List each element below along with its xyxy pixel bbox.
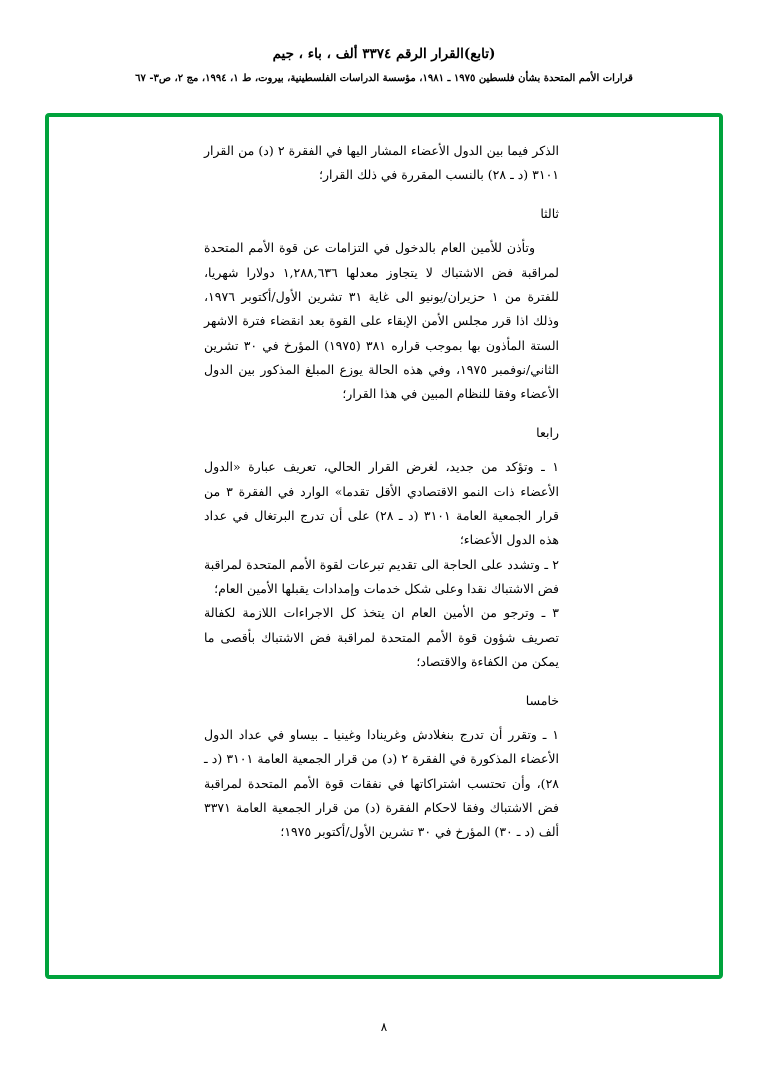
document-body <box>204 139 559 845</box>
content-frame <box>45 113 723 979</box>
section-four-item-2: ٢ ـ وتشدد على الحاجة الى تقديم تبرعات لقوة الأمم المتحدة لمراقبة فض الاشتباك نقدا وعلى شكل خدمات وإمدادات يقبلها الأمين العام؛ <box>204 556 559 596</box>
page-title: (تابع)القرار الرقم ٣٣٧٤ ألف ، باء ، جيم <box>272 46 496 62</box>
section-four-item-3: ٣ ـ وترجو من الأمين العام ان يتخذ كل الاجراءات اللازمة لكفالة تصريف شؤون قوة الأمم المتحدة لمراقبة فض الاشتباك بأقصى ما يمكن من الكفاءة والاقتصاد؛ <box>204 605 559 670</box>
section-four-item-1: ١ ـ وتؤكد من جديد، لغرض القرار الحالي، تعريف عبارة «الدول الأعضاء ذات النمو الاقتصادي الأقل تقدما» الوارد في الفقرة ٣ من قرار الجمعية العامة ٣١٠١ (د ـ ٢٨) على أن تدرج البرتغال في عداد هذه الدول الأعضاء؛ <box>204 459 559 548</box>
page-header <box>0 0 768 86</box>
page-number: ٨ <box>380 1020 388 1034</box>
page-subtitle: قرارات الأمم المتحدة بشأن فلسطين ١٩٧٥ ـ ١٩٨١، مؤسسة الدراسات الفلسطينية، بيروت، ط ١، ١٩٩٤، مج ٢، ص٣- ٦٧ <box>135 73 633 85</box>
continued-paragraph: الذكر فيما بين الدول الأعضاء المشار اليها في الفقرة ٢ (د) من القرار ٣١٠١ (د ـ ٢٨) بالنسب المقررة في ذلك القرار؛ <box>204 143 559 183</box>
section-five-item-1: ١ ـ وتقرر أن تدرج بنغلادش وغرينادا وغينيا ـ بيساو في عداد الدول الأعضاء المذكورة في الفقرة ٢ (د) من قرار الجمعية العامة ٣١٠١ (د ـ ٢٨)، وأن تحتسب اشتراكاتها في نفقات قوة الأمم المتحدة لمراقبة فض الاشتباك وفقا لاحكام الفقرة (د) من قرار الجمعية العامة ٣٣٧١ ألف (د ـ ٣٠) المؤرخ في ٣٠ تشرين الأول/أكتوبر ١٩٧٥؛ <box>204 726 559 840</box>
section-heading-three: ثالثا <box>540 205 559 221</box>
section-heading-four: رابعا <box>536 424 559 440</box>
section-heading-five: خامسا <box>525 692 559 708</box>
section-three-paragraph: وتأذن للأمين العام بالدخول في التزامات عن قوة الأمم المتحدة لمراقبة فض الاشتباك لا يتجاوز معدلها ١,٢٨٨,٦٣٦ دولارا شهريا، للفترة من ١ حزيران/يونيو الى غاية ٣١ تشرين الأول/أكتوبر ١٩٧٦، وذلك اذا قرر مجلس الأمن الإبقاء على القوة بعد انقضاء فترة الاشهر الستة المأذون بها بموجب قراره ٣٨١ (١٩٧٥) المؤرخ في ٣٠ تشرين الثاني/نوفمبر ١٩٧٥، وفي هذه الحالة يوزع المبلغ المذكور بين الدول الأعضاء وفقا للنظام المبين في هذا القرار؛ <box>204 240 559 402</box>
